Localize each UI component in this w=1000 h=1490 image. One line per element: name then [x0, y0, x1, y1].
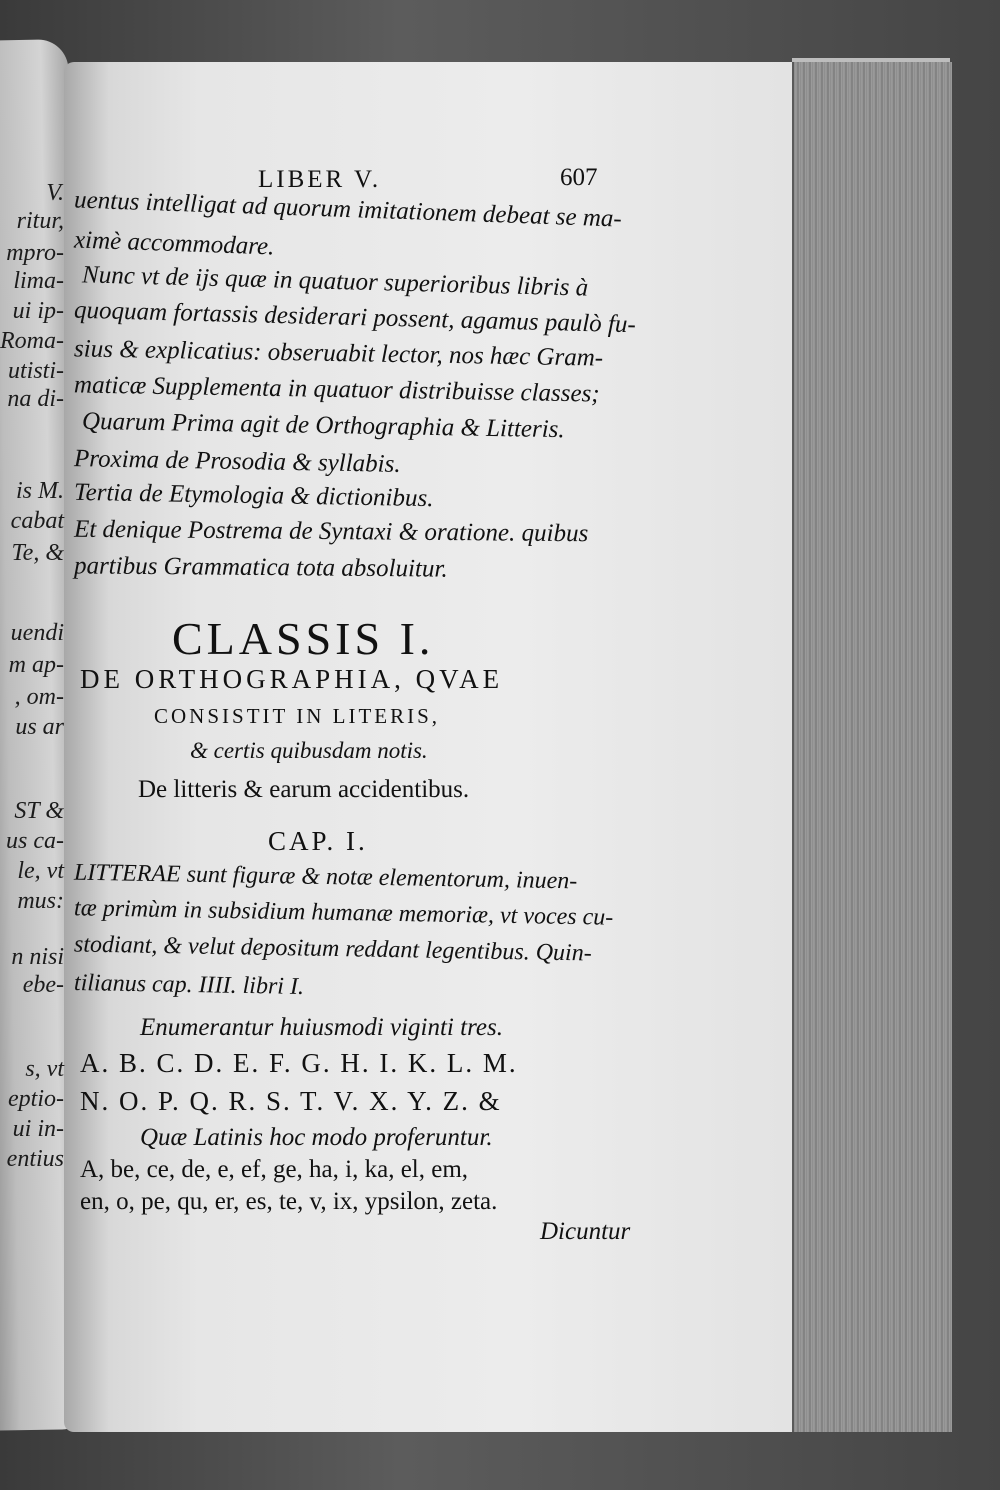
- section-heading: De litteris & earum accidentibus.: [138, 776, 470, 803]
- body-line: stodiant, & velut depositum reddant legentibus. Quin-: [73, 931, 592, 967]
- left-margin-fragment: m ap-: [8, 652, 64, 678]
- pronunciation-line: en, o, pe, qu, er, es, te, v, ix, ypsilon, zeta.: [80, 1188, 498, 1215]
- left-margin-fragment: eptio-: [8, 1086, 64, 1112]
- left-margin-fragment: n nisi: [11, 944, 64, 970]
- body-line: LITTERAE sunt figuræ & notæ elementorum, inuen-: [73, 859, 578, 895]
- left-margin-fragment: le, vt: [17, 858, 64, 884]
- left-margin-fragment: uendi: [10, 620, 64, 646]
- intro-line: Et denique Postrema de Syntaxi & oratione. quibus: [73, 515, 589, 548]
- left-margin-fragment: ebe-: [22, 972, 64, 998]
- intro-line: maticæ Supplementa in quatuor distribuisse classes;: [73, 371, 600, 408]
- body-line: tæ primùm in subsidium humanæ memoriæ, vt voces cu-: [73, 895, 614, 931]
- pronunciation-line: A, be, ce, de, e, ef, ge, ha, i, ka, el, em,: [80, 1156, 469, 1183]
- body-line: tilianus cap. IIII. libri I.: [73, 969, 305, 1001]
- intro-line: sius & explicatius: obseruabit lector, nos hæc Gram-: [73, 335, 604, 372]
- chapter-heading: CAP. I.: [268, 826, 368, 856]
- left-margin-fragment: mus:: [17, 888, 64, 914]
- intro-line: quoquam fortassis desiderari possent, agamus paulò fu-: [73, 296, 637, 339]
- intro-line: ximè accommodare.: [73, 226, 275, 261]
- intro-line: Nunc vt de ijs quæ in quatuor superioribus libris à: [81, 261, 589, 302]
- left-margin-fragment: na di-: [7, 386, 64, 412]
- left-margin-fragment: cabat: [10, 508, 64, 534]
- left-margin-fragment: ritur,: [16, 208, 64, 234]
- left-margin-fragment: is M.: [16, 478, 64, 504]
- left-margin-fragment: Roma-: [0, 328, 64, 354]
- enumeration-line: Enumerantur huiusmodi viginti tres.: [140, 1014, 503, 1041]
- intro-line: Quarum Prima agit de Orthographia & Litteris.: [81, 407, 565, 444]
- left-margin-fragment: V.: [46, 180, 64, 206]
- left-margin-fragment: entius: [6, 1146, 64, 1172]
- running-title: LIBER V.: [258, 166, 382, 193]
- classis-subtitle: CONSISTIT IN LITERIS,: [154, 704, 441, 728]
- left-margin-fragment: , om-: [14, 684, 64, 710]
- left-margin-fragment: ST &: [14, 798, 64, 824]
- page-number: 607: [560, 164, 598, 191]
- left-margin-fragment: ui ip-: [12, 298, 64, 324]
- left-margin-fragment: lima-: [13, 268, 64, 294]
- left-margin-fragment: us ar: [15, 714, 64, 740]
- classis-subtitle: DE ORTHOGRAPHIA, QVAE: [80, 664, 504, 694]
- left-margin-fragment: Te, &: [11, 540, 64, 566]
- left-margin-fragment: s, vt: [25, 1056, 64, 1082]
- pronunciation-intro: Quæ Latinis hoc modo proferuntur.: [140, 1124, 493, 1151]
- intro-line: Proxima de Prosodia & syllabis.: [73, 445, 401, 478]
- classis-subtitle: & certis quibusdam notis.: [190, 738, 428, 763]
- left-margin-fragment: utisti-: [7, 358, 64, 384]
- intro-line: partibus Grammatica tota absoluitur.: [73, 552, 448, 583]
- intro-line: uentus intelligat ad quorum imitationem debeat se ma-: [73, 186, 623, 233]
- left-margin-fragment: mpro-: [6, 240, 64, 266]
- catchword: Dicuntur: [540, 1218, 631, 1245]
- left-margin-fragment: us ca-: [6, 828, 64, 854]
- intro-line: Tertia de Etymologia & dictionibus.: [73, 478, 434, 513]
- alphabet-line: N. O. P. Q. R. S. T. V. X. Y. Z. &: [80, 1086, 502, 1116]
- left-margin-fragment: ui in-: [12, 1116, 64, 1142]
- classis-title: CLASSIS I.: [172, 613, 435, 664]
- alphabet-line: A. B. C. D. E. F. G. H. I. K. L. M.: [80, 1048, 518, 1078]
